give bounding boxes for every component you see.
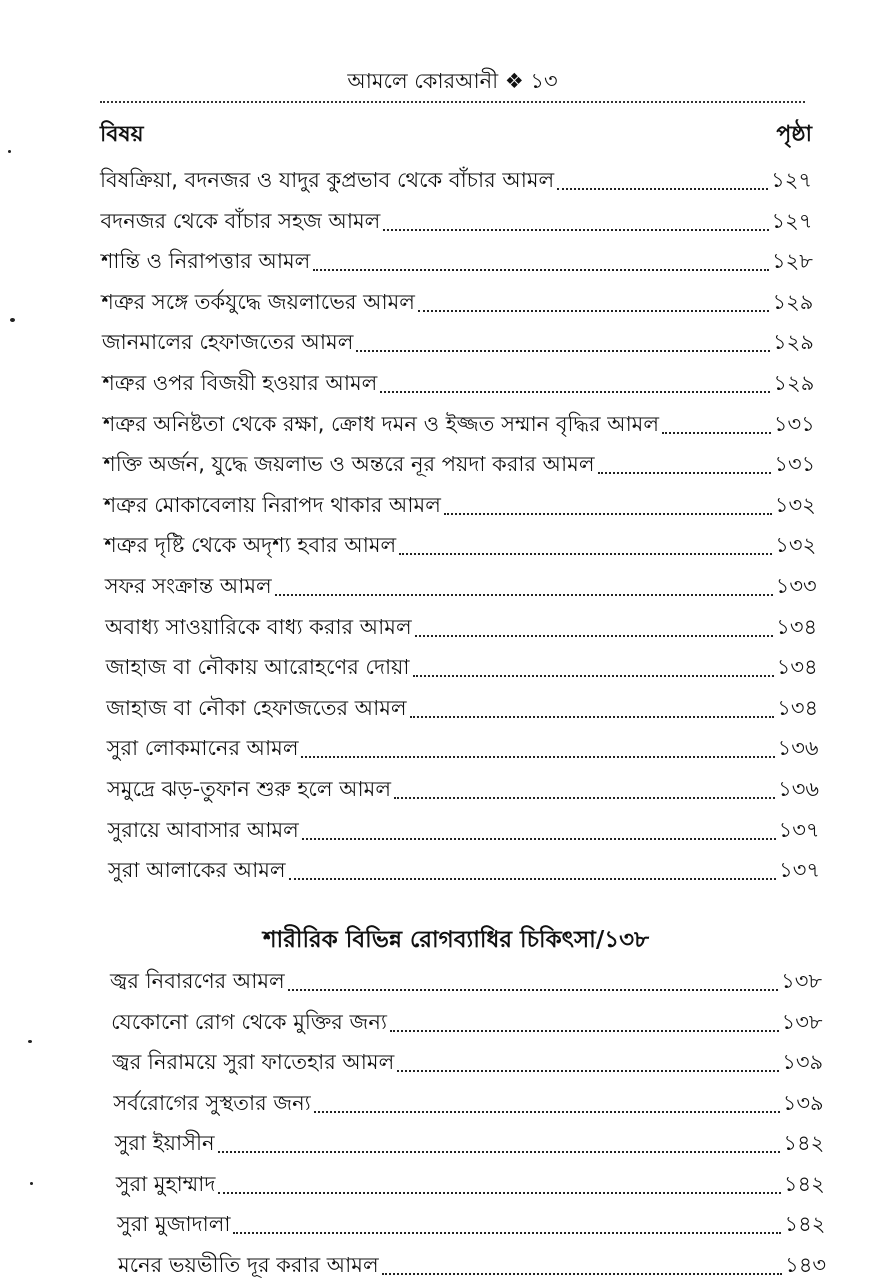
leader-dots: [275, 594, 773, 596]
entry-title: সর্বরোগের সুস্থতার জন্য: [113, 1090, 311, 1115]
entry-page-number: ১৩৬: [777, 736, 819, 761]
entry-page-number: ১৩২: [774, 492, 816, 517]
toc-entry: [111, 1004, 822, 1040]
leader-dots: [233, 1232, 781, 1234]
entry-page-number: ১৩৭: [779, 858, 820, 883]
entry-title: জাহাজ বা নৌকায় আরোহণের দোয়া: [105, 655, 410, 680]
toc-entry: [112, 1044, 823, 1080]
entry-title: শক্তি অর্জন, যুদ্ধে জয়লাভ ও অন্তরে নূর পয়দা করার আমল: [103, 452, 595, 477]
toc-entry: [115, 1125, 825, 1161]
entry-page-number: ১২৭: [771, 168, 812, 192]
leader-dots: [382, 1273, 782, 1275]
leader-dots: [218, 1192, 781, 1194]
toc-entry: [105, 568, 817, 604]
leader-dots: [418, 310, 770, 312]
leader-dots: [662, 432, 771, 434]
entry-title: সমুদ্রে ঝড়-তুফান শুরু হলে আমল: [107, 777, 391, 801]
entry-page-number: ১২৭: [771, 208, 813, 233]
entry-page-number: ১৪২: [783, 1131, 825, 1155]
entry-page-number: ১৩৩: [775, 574, 817, 598]
toc-entry: [104, 487, 816, 523]
leader-dots: [314, 1111, 780, 1113]
toc-entry: [106, 690, 818, 726]
header-rule: [100, 101, 805, 103]
entry-title: বিষক্রিয়া, বদনজর ও যাদুর কুপ্রভাব থেকে বাঁচার আমল: [100, 168, 555, 192]
entry-page-number: ১৩৪: [776, 614, 818, 639]
entry-page-number: ১৩৪: [776, 655, 818, 680]
toc-entry: [101, 284, 813, 320]
subject-heading: বিষয়: [100, 122, 144, 147]
entry-page-number: ১৩১: [774, 452, 816, 477]
toc-entry: [107, 730, 819, 766]
entry-title: শত্রুর সঙ্গে তর্কযুদ্ধে জয়লাভের আমল: [101, 289, 415, 314]
entry-page-number: ১২৯: [772, 289, 814, 314]
leader-dots: [397, 1070, 779, 1072]
toc-entry: [105, 609, 817, 645]
leader-dots: [380, 391, 770, 393]
leader-dots: [394, 797, 775, 799]
page-heading: পৃষ্ঠা: [776, 122, 812, 147]
entry-title: যেকোনো রোগ থেকে মুক্তির জন্য: [111, 1009, 387, 1034]
entry-title: অবাধ্য সাওয়ারিকে বাধ্য করার আমল: [105, 614, 412, 639]
toc-entry: [118, 1247, 826, 1283]
leader-dots: [598, 472, 772, 474]
leader-dots: [399, 553, 772, 555]
entry-title: সুরায়ে আবাসার আমল: [107, 817, 299, 842]
entry-title: সুরা ইয়াসীন: [114, 1131, 215, 1155]
entry-page-number: ১৩২: [775, 533, 817, 558]
entry-title: সফর সংক্রান্ত আমল: [104, 574, 272, 598]
toc-entry: [106, 649, 818, 685]
entry-title: শত্রুর মোকাবেলায় নিরাপদ থাকার আমল: [103, 492, 441, 517]
toc-entry: [108, 812, 820, 848]
toc-entry: [100, 162, 812, 198]
entry-title: শান্তি ও নিরাপত্তার আমল: [100, 249, 311, 274]
leader-dots: [390, 1030, 779, 1032]
toc-entry: [103, 446, 815, 482]
leader-dots: [356, 350, 770, 352]
entry-page-number: ১৩৮: [781, 1009, 823, 1034]
toc-entry: [117, 1206, 826, 1242]
leader-dots: [302, 838, 776, 840]
entry-title: জানমালের হেফাজতের আমল: [101, 330, 354, 355]
running-header: আমলে কোরআনী ❖ ১৩: [347, 69, 558, 93]
entry-page-number: ১২৮: [772, 249, 813, 274]
entry-page-number: ১২৯: [773, 371, 815, 395]
leader-dots: [410, 716, 775, 718]
leader-dots: [288, 989, 778, 991]
entry-title: মনের ভয়ভীতি দূর করার আমল: [118, 1252, 379, 1277]
entry-page-number: ১৩৯: [782, 1050, 824, 1074]
leader-dots: [383, 229, 768, 231]
entry-title: সুরা মুহাম্মাদ: [115, 1171, 216, 1196]
toc-entry: [113, 1085, 823, 1121]
leader-dots: [413, 675, 774, 677]
leader-dots: [313, 269, 769, 271]
entry-title: শত্রুর দৃষ্টি থেকে অদৃশ্য হবার আমল: [104, 533, 397, 558]
toc-entry: [101, 243, 813, 279]
entry-title: জ্বর নিরাময়ে সুরা ফাতেহার আমল: [112, 1050, 395, 1074]
entry-page-number: ১৩৬: [778, 777, 820, 801]
entry-page-number: ১৩৮: [781, 969, 822, 993]
leader-dots: [557, 188, 768, 190]
leader-dots: [218, 1151, 781, 1153]
entry-title: সুরা আলাকের আমল: [108, 858, 286, 883]
entry-page-number: ১৪৩: [785, 1252, 826, 1277]
toc-entry: [107, 771, 819, 807]
entry-page-number: ১৩১: [773, 411, 815, 436]
toc-entry: [100, 203, 812, 239]
leader-dots: [444, 513, 772, 515]
leader-dots: [289, 878, 776, 880]
entry-page-number: ১২৯: [772, 330, 814, 355]
leader-dots: [415, 635, 774, 637]
toc-entry: [116, 1166, 825, 1202]
toc-entry: [110, 963, 822, 999]
entry-page-number: ১৩৭: [778, 817, 820, 842]
entry-page-number: ১৩৪: [777, 695, 819, 720]
entry-title: শত্রুর ওপর বিজয়ী হওয়ার আমল: [102, 371, 378, 395]
toc-entry: [103, 406, 815, 442]
entry-title: বদনজর থেকে বাঁচার সহজ আমল: [100, 208, 381, 233]
entry-title: সুরা লোকমানের আমল: [106, 736, 299, 761]
entry-title: জ্বর নিবারণের আমল: [110, 969, 285, 993]
section-title: শারীরিক বিভিন্ন রোগব্যাধির চিকিৎসা/১৩৮: [262, 927, 650, 953]
toc-entry: [102, 324, 814, 360]
toc-entry: [102, 365, 814, 401]
entry-page-number: ১৪২: [783, 1171, 825, 1196]
entry-title: সুরা মুজাদালা: [116, 1212, 231, 1236]
leader-dots: [301, 756, 774, 758]
toc-entry: [108, 852, 820, 888]
entry-title: জাহাজ বা নৌকা হেফাজতের আমল: [106, 695, 407, 720]
entry-page-number: ১৪২: [784, 1212, 826, 1236]
toc-entry: [104, 527, 816, 563]
entry-page-number: ১৩৯: [782, 1090, 824, 1115]
entry-title: শত্রুর অনিষ্টতা থেকে রক্ষা, ক্রোধ দমন ও ইজ্জত সম্মান বৃদ্ধির আমল: [102, 411, 659, 436]
